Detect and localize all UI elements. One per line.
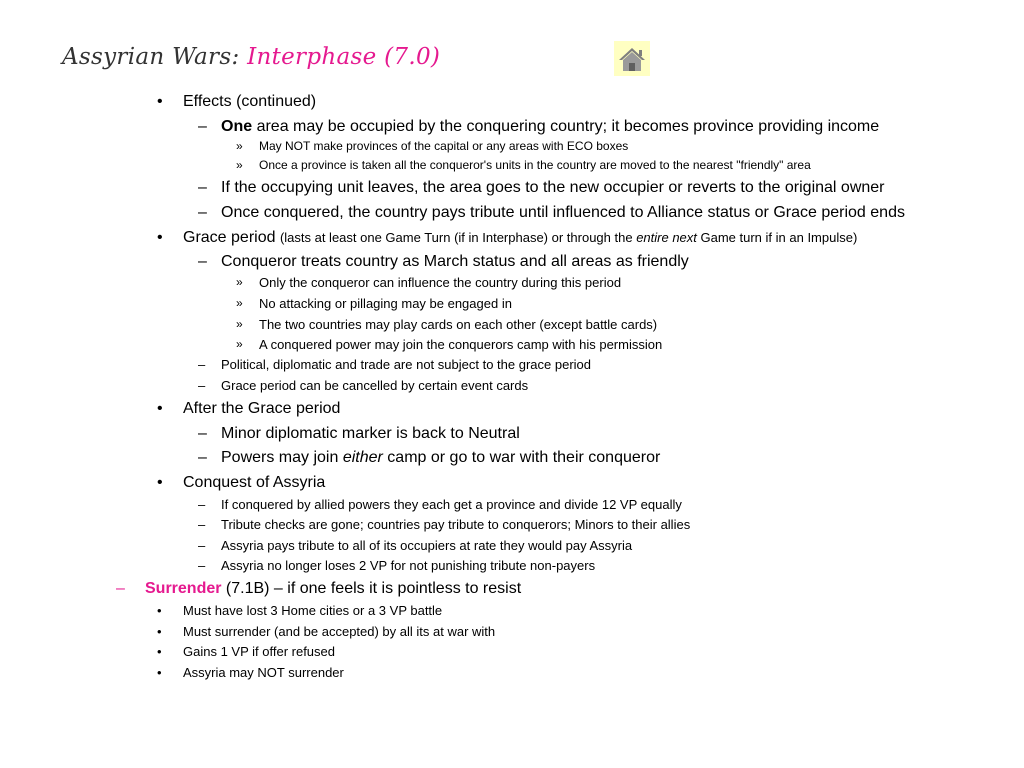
- dash-marker: –: [198, 204, 207, 221]
- item-only-conqueror: Only the conqueror can influence the country during this period: [259, 275, 622, 290]
- dash-marker: –: [116, 580, 125, 597]
- item-grace-cancel: Grace period can be cancelled by certain event cards: [221, 378, 529, 393]
- item-no-attacking: No attacking or pillaging may be engaged in: [259, 296, 512, 311]
- item-surrender: [145, 580, 521, 598]
- grace-note-italic: entire next: [636, 230, 697, 245]
- raquo-marker: »: [236, 317, 243, 331]
- bullet-marker: •: [157, 474, 163, 491]
- raquo-marker: »: [236, 337, 243, 351]
- item-after-grace: After the Grace period: [183, 400, 341, 417]
- item-two-countries: The two countries may play cards on each other (except battle cards): [259, 317, 658, 332]
- bullet-marker: •: [157, 400, 163, 417]
- item-must-surrender: Must surrender (and be accepted) by all its at war with: [183, 624, 496, 639]
- item-conqueror-treats: Conqueror treats country as March status and all areas as friendly: [221, 253, 689, 270]
- raquo-marker: »: [236, 139, 243, 153]
- powers-join-end: camp or go to war with their conqueror: [382, 449, 661, 466]
- item-assyria-no-longer: Assyria no longer loses 2 VP for not punishing tribute non-payers: [221, 558, 596, 573]
- title-prefix: Assyrian Wars:: [62, 44, 248, 70]
- item-may-not: May NOT make provinces of the capital or any areas with ECO boxes: [259, 139, 629, 153]
- dash-marker: –: [198, 558, 206, 573]
- dash-marker: –: [198, 118, 207, 135]
- item-assyria-not: Assyria may NOT surrender: [183, 665, 344, 680]
- item-assyria-pays: Assyria pays tribute to all of its occupiers at rate they would pay Assyria: [221, 538, 633, 553]
- item-once-province: Once a province is taken all the conqueror's units in the country are moved to the nearest "friendly" area: [259, 158, 811, 172]
- item-conquered-power: A conquered power may join the conquerors camp with his permission: [259, 337, 663, 352]
- item-effects: Effects (continued): [183, 93, 317, 110]
- item-one-area: [221, 118, 879, 136]
- item-minor-diplo: Minor diplomatic marker is back to Neutral: [221, 425, 520, 442]
- dash-marker: –: [198, 425, 207, 442]
- powers-join-text: Powers may join: [221, 449, 343, 466]
- surrender-label: Surrender: [145, 580, 222, 597]
- dash-marker: –: [198, 179, 207, 196]
- dash-marker: –: [198, 449, 207, 466]
- one-bold-text: One: [221, 118, 253, 135]
- item-if-allied: If conquered by allied powers they each get a province and divide 12 VP equally: [221, 497, 682, 512]
- bullet-marker: •: [157, 229, 163, 246]
- item-tribute-gone: Tribute checks are gone; countries pay tribute to conquerors; Minors to their allies: [221, 517, 691, 532]
- grace-note-end: Game turn if in an Impulse): [696, 230, 858, 245]
- dash-marker: –: [198, 357, 206, 372]
- dash-marker: –: [198, 378, 206, 393]
- item-powers-join: [221, 449, 660, 467]
- powers-join-italic: either: [342, 449, 383, 466]
- item-must-lost: Must have lost 3 Home cities or a 3 VP battle: [183, 603, 443, 618]
- grace-note-text: (lasts at least one Game Turn (if in Interphase) or through the: [279, 230, 637, 245]
- raquo-marker: »: [236, 296, 243, 310]
- dash-marker: –: [198, 538, 206, 553]
- bullet-marker: •: [157, 624, 162, 639]
- raquo-marker: »: [236, 275, 243, 289]
- raquo-marker: »: [236, 158, 243, 172]
- item-political: Political, diplomatic and trade are not subject to the grace period: [221, 357, 591, 372]
- dash-marker: –: [198, 517, 206, 532]
- surrender-rest: (7.1B) – if one feels it is pointless to resist: [221, 580, 522, 597]
- item-conquest: Conquest of Assyria: [183, 474, 326, 491]
- item-once-conquered: Once conquered, the country pays tribute until influenced to Alliance status or Grace period ends: [221, 204, 905, 221]
- title-main: Interphase (7.0): [247, 44, 441, 70]
- item-grace-period: [183, 229, 857, 247]
- bullet-marker: •: [157, 93, 163, 110]
- item-gains: Gains 1 VP if offer refused: [183, 644, 335, 659]
- dash-marker: –: [198, 497, 206, 512]
- dash-marker: –: [198, 253, 207, 270]
- one-rest-text: area may be occupied by the conquering country; it becomes province providing income: [252, 118, 880, 135]
- bullet-marker: •: [157, 644, 162, 659]
- grace-main-text: Grace period: [183, 229, 280, 246]
- item-if-occupying: If the occupying unit leaves, the area goes to the new occupier or reverts to the original owner: [221, 179, 885, 196]
- bullet-marker: •: [157, 603, 162, 618]
- bullet-marker: •: [157, 665, 162, 680]
